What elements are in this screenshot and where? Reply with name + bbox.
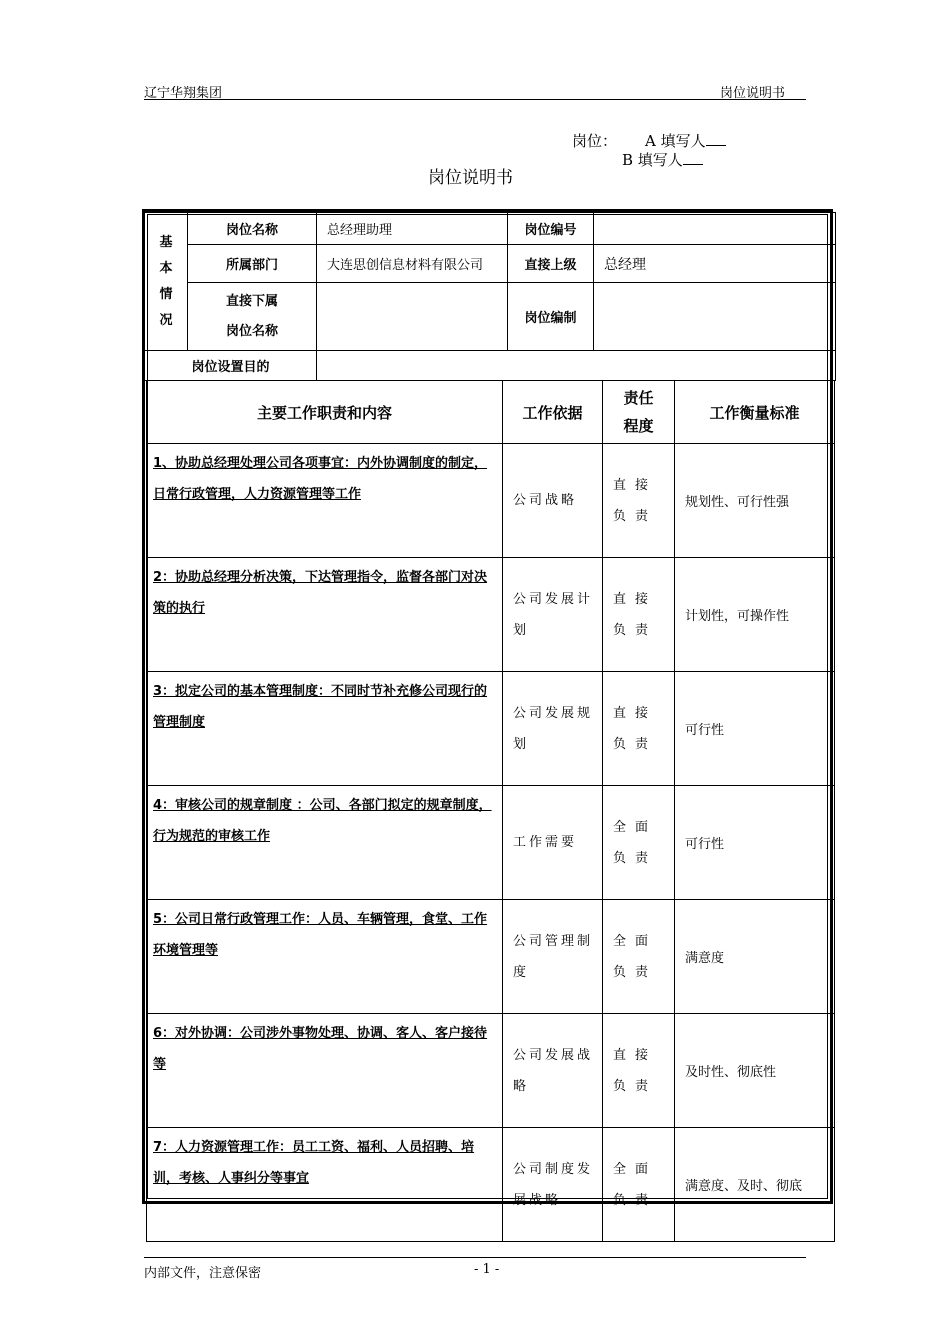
table-row [147, 900, 835, 1014]
filler-b-label: B 填写人 [622, 151, 683, 169]
resp-cell[interactable]: 直接负责 [603, 1014, 675, 1128]
footer-confidential: 内部文件，注意保密 [144, 1266, 262, 1281]
duty-cell[interactable]: 4：审核公司的规章制度 ：公司、各部门拟定的规章制度，行为规范的审核工作 [147, 786, 503, 900]
filler-a-label: A 填写人 [645, 132, 706, 150]
basis-cell[interactable]: 公司发展战略 [503, 1014, 603, 1128]
basis-cell[interactable]: 公司战略 [503, 444, 603, 558]
basis-cell[interactable]: 公司制度发展战略 [503, 1128, 603, 1242]
duty-cell[interactable]: 7：人力资源管理工作：员工工资、福利、人员招聘、培训，考核、人事纠分等事宜 [147, 1128, 503, 1242]
resp-cell[interactable]: 直接负责 [603, 558, 675, 672]
purpose-label: 岗位设置目的 [145, 351, 317, 381]
table-row [147, 558, 835, 672]
headcount-label: 岗位编制 [508, 283, 594, 351]
standard-cell[interactable]: 及时性、彻底性 [675, 1014, 835, 1128]
basis-cell[interactable]: 工作需要 [503, 786, 603, 900]
basis-cell[interactable]: 公司发展计划 [503, 558, 603, 672]
standard-header: 工作衡量标准 [675, 381, 835, 444]
duty-table [146, 380, 835, 1242]
standard-cell[interactable]: 满意度、及时、彻底 [675, 1128, 835, 1242]
superior-value[interactable]: 总经理 [594, 245, 836, 283]
position-no-label: 岗位编号 [508, 213, 594, 245]
position-no-value[interactable] [594, 213, 836, 245]
table-row [147, 1128, 835, 1242]
duty-cell[interactable]: 3：拟定公司的基本管理制度：不同时节补充修公司现行的管理制度 [147, 672, 503, 786]
subordinate-label: 直接下属 岗位名称 [188, 283, 317, 351]
table-row [147, 1014, 835, 1128]
table-row [147, 672, 835, 786]
footer-divider [144, 1257, 806, 1258]
header-doc-type: 岗位说明书 [720, 86, 786, 101]
header-divider [144, 99, 806, 100]
basis-header: 工作依据 [503, 381, 603, 444]
headcount-value[interactable] [594, 283, 836, 351]
table-row [147, 444, 835, 558]
position-label: 岗位： [572, 132, 618, 150]
subordinate-value[interactable] [317, 283, 508, 351]
duty-header: 主要工作职责和内容 [147, 381, 503, 444]
table-row [147, 786, 835, 900]
duty-cell[interactable]: 6：对外协调：公司涉外事物处理、协调、客人、客户接待等 [147, 1014, 503, 1128]
footer-page-number: - 1 - [474, 1262, 500, 1277]
standard-cell[interactable]: 规划性、可行性强 [675, 444, 835, 558]
resp-cell[interactable]: 直接负责 [603, 672, 675, 786]
basic-section-label: 基 本 情 况 [145, 213, 188, 351]
standard-cell[interactable]: 可行性 [675, 786, 835, 900]
basis-cell[interactable]: 公司管理制度 [503, 900, 603, 1014]
basis-cell[interactable]: 公司发展规划 [503, 672, 603, 786]
filler-b-blank[interactable] [683, 150, 703, 165]
position-name-label: 岗位名称 [188, 213, 317, 245]
duty-cell[interactable]: 1、协助总经理处理公司各项事宜：内外协调制度的制定，日常行政管理，人力资源管理等工作 [147, 444, 503, 558]
position-name-value[interactable]: 总经理助理 [317, 213, 508, 245]
purpose-value[interactable] [317, 351, 836, 381]
standard-cell[interactable]: 计划性，可操作性 [675, 558, 835, 672]
duty-cell[interactable]: 2：协助总经理分析决策，下达管理指令，监督各部门对决策的执行 [147, 558, 503, 672]
resp-cell[interactable]: 全面负责 [603, 1128, 675, 1242]
fill-line-b [622, 149, 703, 170]
header-company: 辽宁华翔集团 [144, 86, 223, 101]
resp-cell[interactable]: 直接负责 [603, 444, 675, 558]
duty-cell[interactable]: 5：公司日常行政管理工作：人员、车辆管理，食堂、工作环境管理等 [147, 900, 503, 1014]
department-label: 所属部门 [188, 245, 317, 283]
resp-header: 责任 程度 [603, 381, 675, 444]
resp-cell[interactable]: 全面负责 [603, 786, 675, 900]
page-title: 岗位说明书 [428, 168, 513, 188]
superior-label: 直接上级 [508, 245, 594, 283]
resp-cell[interactable]: 全面负责 [603, 900, 675, 1014]
basic-info-table [144, 212, 836, 381]
fill-line-a [572, 130, 726, 151]
department-value[interactable]: 大连思创信息材料有限公司 [317, 245, 508, 283]
standard-cell[interactable]: 可行性 [675, 672, 835, 786]
filler-a-blank[interactable] [706, 131, 726, 146]
standard-cell[interactable]: 满意度 [675, 900, 835, 1014]
